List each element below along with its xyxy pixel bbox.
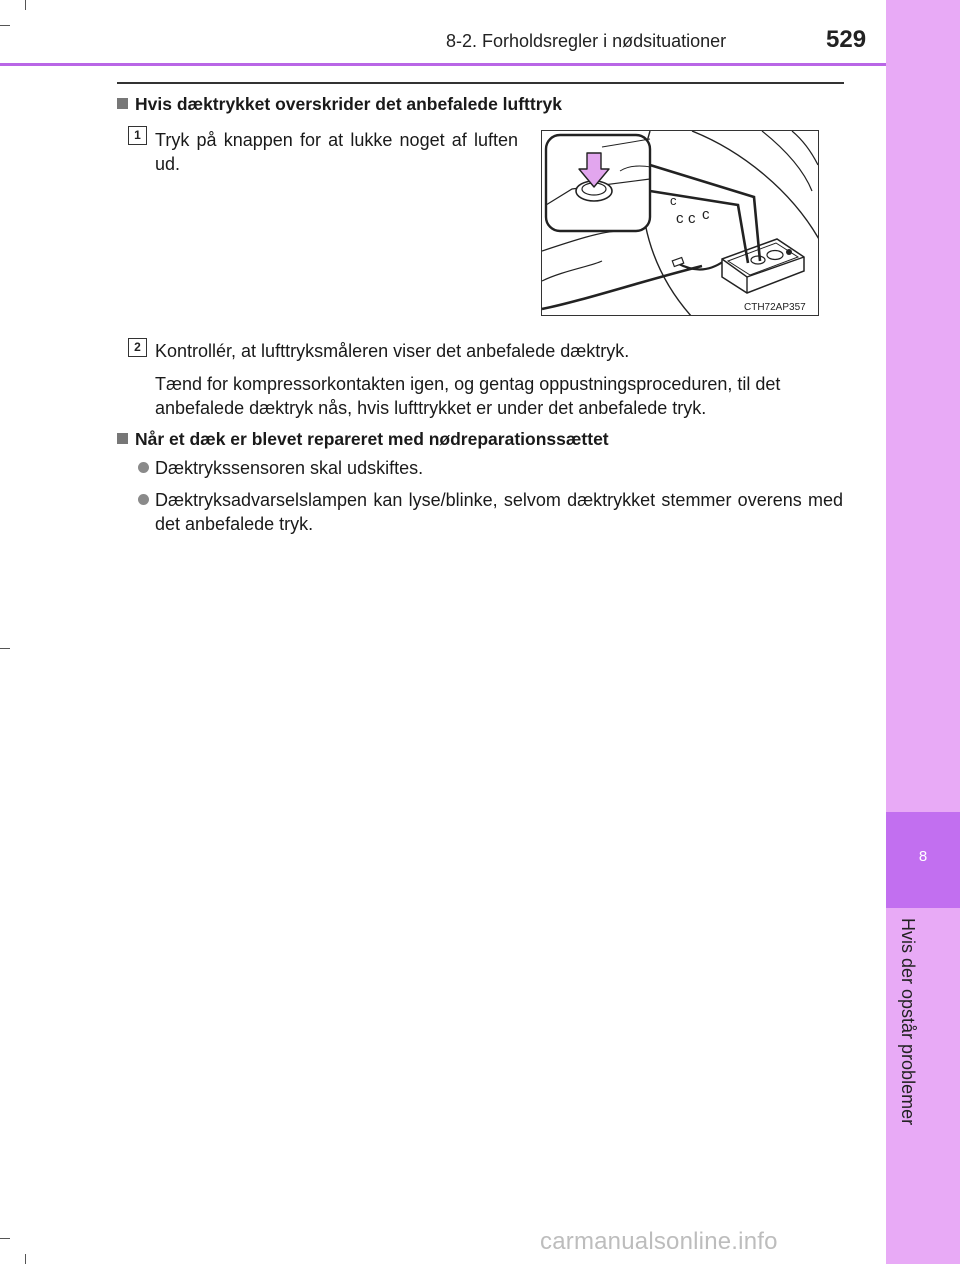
svg-text:c: c	[670, 193, 677, 208]
header-rule	[0, 63, 886, 66]
section-header: 8-2. Forholdsregler i nødsituationer	[446, 31, 727, 51]
figure-code: CTH72AP357	[744, 302, 806, 313]
crop-mark	[25, 0, 26, 10]
round-bullet-icon	[138, 462, 149, 473]
round-bullet-icon	[138, 494, 149, 505]
svg-text:c: c	[702, 206, 710, 223]
chapter-title: Hvis der opstår problemer	[898, 918, 918, 1126]
step2-text: Kontrollér, at lufttryksmåleren viser det anbefalede dæktryk.	[155, 341, 630, 361]
square-bullet-icon	[117, 433, 128, 444]
step1-text: Tryk på knappen for at lukke noget af luften ud.	[155, 130, 518, 174]
square-bullet-icon	[117, 98, 128, 109]
list-item: Dæktrykssensoren skal udskiftes.	[155, 458, 424, 478]
section1-heading: Hvis dæktrykket overskrider det anbefalede lufttryk	[135, 94, 562, 114]
watermark: carmanualsonline.info	[540, 1228, 778, 1255]
crop-mark	[0, 25, 10, 26]
svg-text:c: c	[676, 210, 684, 227]
compressor-drawing	[542, 131, 819, 316]
page-number: 529	[826, 26, 867, 53]
section-rule	[117, 82, 844, 84]
chapter-title-vertical	[893, 918, 923, 1158]
crop-mark	[0, 1238, 10, 1239]
step-number-box: 2	[128, 338, 147, 357]
section2-heading: Når et dæk er blevet repareret med nødreparationssættet	[135, 429, 609, 449]
svg-text:c: c	[688, 210, 696, 227]
step-number-box: 1	[128, 126, 147, 145]
chapter-number: 8	[918, 848, 928, 865]
step2-note: Tænd for kompressorkontakten igen, og gentag oppustningsproceduren, til det anbefalede dæktryk nås, hvis lufttrykket er under det anbefalede tryk.	[155, 374, 781, 418]
crop-mark	[25, 1254, 26, 1264]
compressor-illustration	[541, 130, 819, 316]
crop-mark	[0, 648, 10, 649]
list-item: Dæktryksadvarselslampen kan lyse/blinke, selvom dæktrykket stemmer overens med det anbefalede tryk.	[155, 490, 843, 534]
